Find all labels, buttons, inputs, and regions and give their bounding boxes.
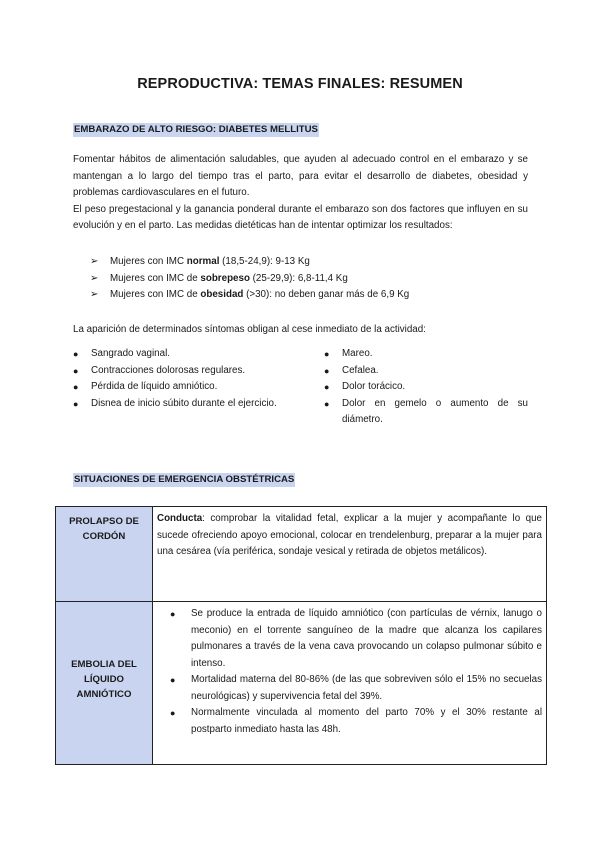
list-item: ● Cefalea. <box>324 363 528 380</box>
section-heading-emergencies: SITUACIONES DE EMERGENCIA OBSTÉTRICAS <box>74 474 295 485</box>
bullet-icon: ● <box>73 365 79 376</box>
list-item: ● Mareo. <box>324 346 528 363</box>
bullet-icon: ● <box>73 398 79 409</box>
list-item <box>90 287 409 304</box>
bullet-icon: ● <box>324 365 330 376</box>
paragraph-block <box>73 152 528 235</box>
list-item-text: Mujeres con IMC de obesidad (>30): no deben ganar más de 6,9 Kg <box>110 289 410 300</box>
row-content <box>153 602 547 765</box>
list-item: ● Dolor torácico. <box>324 379 528 396</box>
symptoms-list-right <box>324 346 528 429</box>
bullet-icon: ● <box>170 708 176 718</box>
paragraph-habits: Fomentar hábitos de alimentación saludables, que ayuden al adecuado control en el embarazo y se mantengan a lo largo del tiempo tras el parto, para evitar el desarrollo de diabetes, obesidad y problemas cardiovasculares en el futuro. <box>73 154 528 198</box>
symptoms-list-left <box>73 346 323 412</box>
bullet-icon: ● <box>324 349 330 359</box>
list-item <box>90 271 409 288</box>
list-item: ● Sangrado vaginal. <box>73 346 323 363</box>
arrow-bullet-icon: ➢ <box>90 289 99 300</box>
imc-list <box>90 254 409 304</box>
list-item: ● Mortalidad materna del 80-86% (de las que sobreviven sólo el 15% no secuelas neurológicas) y supervivencia fetal del 39%. <box>157 672 542 705</box>
paragraph-weight: El peso pregestacional y la ganancia ponderal durante el embarazo son dos factores que influyen en su evolución y en el parto. Las medidas dietéticas han de intentar optimizar los resultados: <box>73 203 528 231</box>
section-heading-diabetes: EMBARAZO DE ALTO RIESGO: DIABETES MELLITUS <box>74 124 318 135</box>
table-row <box>56 602 547 765</box>
page-title: REPRODUCTIVA: TEMAS FINALES: RESUMEN <box>137 76 463 92</box>
bullet-icon: ● <box>170 609 176 619</box>
bullet-icon: ● <box>170 675 176 685</box>
row-content: Conducta: comprobar la vitalidad fetal, explicar a la mujer y acompañante lo que sucede ofreciendo apoyo emocional, colocar en trendelenburg, preparar a la mujer para una cesárea (vía periférica, sondaje vesical y retirada de objetos metálicos). <box>153 507 547 602</box>
bullet-icon: ● <box>324 382 330 392</box>
arrow-bullet-icon: ➢ <box>90 256 99 267</box>
bullet-icon: ● <box>324 398 330 409</box>
table-row <box>56 507 547 602</box>
list-item-text: Mujeres con IMC normal (18,5-24,9): 9-13 Kg <box>110 256 310 267</box>
list-item: ● Se produce la entrada de líquido amniótico (con partículas de vérnix, lanugo o meconio) en el torrente sanguíneo de la madre que alcanza los capilares pulmonares a través de la vena cava provocando un colapso pulmonar súbito e intenso. <box>157 606 542 672</box>
row-label: PROLAPSO DE CORDÓN <box>56 507 153 602</box>
arrow-bullet-icon: ➢ <box>90 272 99 284</box>
list-item <box>90 254 409 271</box>
list-item-text: Mujeres con IMC de sobrepeso (25-29,9): 6,8-11,4 Kg <box>110 272 348 284</box>
list-item: ● Normalmente vinculada al momento del parto 70% y el 30% restante al postparto inmediato hasta las 48h. <box>157 705 542 738</box>
list-item: ● Disnea de inicio súbito durante el ejercicio. <box>73 396 323 413</box>
list-item: ● Dolor en gemelo o aumento de su diámetro. <box>324 397 528 425</box>
bullet-icon: ● <box>73 349 79 359</box>
list-item: ● Pérdida de líquido amniótico. <box>73 379 323 396</box>
bullet-icon: ● <box>73 382 79 392</box>
row-label: EMBOLIA DEL LÍQUIDO AMNIÓTICO <box>56 602 153 765</box>
emergencies-table <box>55 506 547 765</box>
list-item: ● Contracciones dolorosas regulares. <box>73 363 323 380</box>
symptoms-intro: La aparición de determinados síntomas obligan al cese inmediato de la actividad: <box>73 324 426 335</box>
